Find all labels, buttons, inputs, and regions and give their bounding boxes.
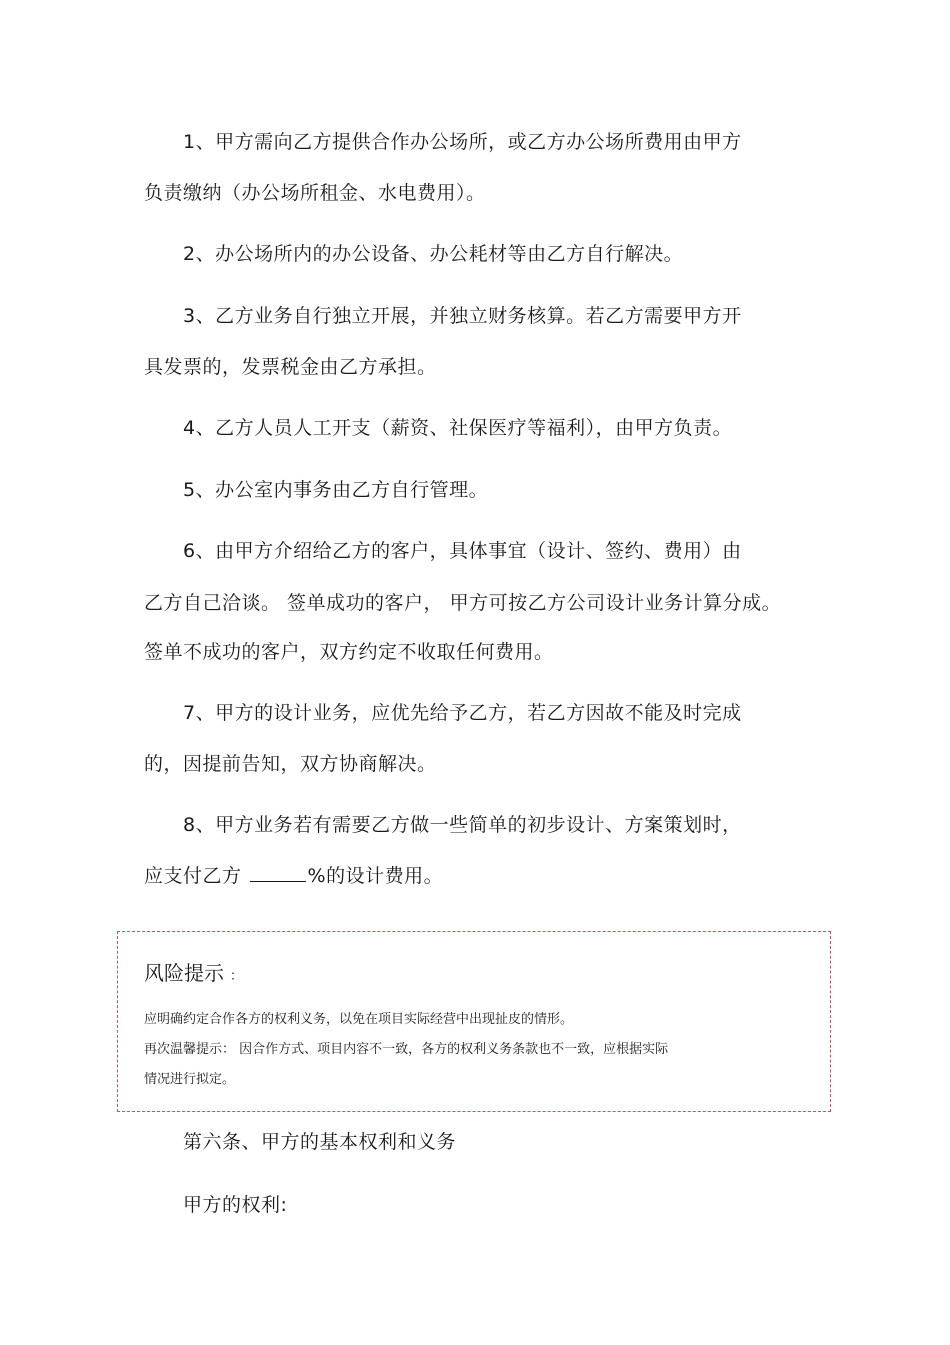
risk-notice-line-1: 应明确约定合作各方的权利义务，以免在项目实际经营中出现扯皮的情形。 — [144, 1012, 574, 1027]
risk-notice-title-text: 风险提示 — [144, 961, 224, 985]
clause-8-line-1: 8、甲方业务若有需要乙方做一些简单的初步设计、方案策划时， — [183, 814, 742, 836]
risk-notice-line-2: 再次温馨提示： 因合作方式、项目内容不一致，各方的权利义务条款也不一致，应根据实际 — [144, 1042, 669, 1057]
clause-1-line-2: 负责缴纳（办公场所租金、水电费用）。 — [144, 182, 486, 204]
clause-3-line-1: 3、乙方业务自行独立开展，并独立财务核算。若乙方需要甲方开 — [183, 305, 742, 327]
risk-notice-box — [117, 931, 831, 1112]
clause-8-suffix: %的设计费用。 — [307, 865, 444, 887]
risk-notice-title — [144, 960, 243, 990]
clause-1-line-1: 1、甲方需向乙方提供合作办公场所，或乙方办公场所费用由甲方 — [183, 131, 742, 153]
party-a-rights-heading: 甲方的权利: — [183, 1194, 288, 1216]
risk-notice-colon: ： — [230, 969, 244, 984]
clause-6-line-1: 6、由甲方介绍给乙方的客户，具体事宜（设计、签约、费用）由 — [183, 540, 742, 562]
clause-8-line-2 — [144, 863, 443, 888]
fee-percentage-blank — [250, 863, 306, 882]
clause-2: 2、办公场所内的办公设备、办公耗材等由乙方自行解决。 — [183, 243, 684, 265]
clause-3-line-2: 具发票的，发票税金由乙方承担。 — [144, 356, 437, 378]
clause-4: 4、乙方人员人工开支（薪资、社保医疗等福利），由甲方负责。 — [183, 417, 733, 439]
article-6-heading: 第六条、甲方的基本权利和义务 — [183, 1131, 457, 1153]
clause-6-line-2: 乙方自己洽谈。 签单成功的客户， 甲方可按乙方公司设计业务计算分成。 — [144, 592, 782, 614]
clause-5: 5、办公室内事务由乙方自行管理。 — [183, 479, 489, 501]
risk-notice-line-3: 情况进行拟定。 — [144, 1072, 236, 1087]
clause-6-line-3: 签单不成功的客户，双方约定不收取任何费用。 — [144, 641, 554, 663]
clause-7-line-1: 7、甲方的设计业务，应优先给予乙方，若乙方因故不能及时完成 — [183, 702, 742, 724]
clause-7-line-2: 的，因提前告知，双方协商解决。 — [144, 753, 437, 775]
clause-8-prefix: 应支付乙方 — [144, 865, 242, 887]
